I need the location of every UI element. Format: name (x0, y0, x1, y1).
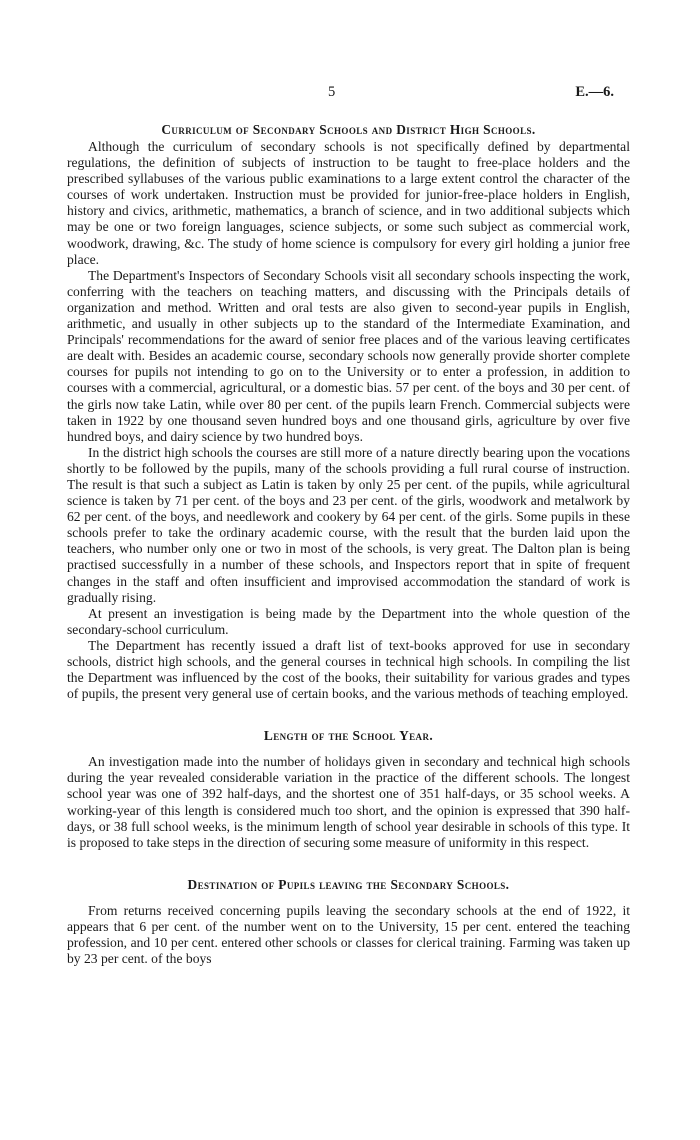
paragraph: The Department has recently issued a draft list of text-books approved for use in secondary schools, district high schools, and the general courses in technical high schools. In compiling the list the Department was influenced by the cost of the books, their suitability for various grades and types of pupils, the present very general use of certain books, and the various methods of teaching employed. (67, 637, 630, 702)
section-pupil-destination (67, 877, 630, 967)
section-heading: Destination of Pupils leaving the Secondary Schools. (187, 876, 510, 892)
section-curriculum (67, 122, 630, 702)
paragraph: The Department's Inspectors of Secondary Schools visit all secondary schools inspecting the work, conferring with the teachers on teaching matters, and discussing with the Principals details of organization and method. Written and oral tests are also given to second-year pupils in English, arithmetic, and usually in other subjects up to the standard of the Intermediate Examination, and Principals' recommendations for the award of senior free places and of the various leaving certificates are dealt with. Besides an academic course, secondary schools now generally provide shorter complete courses for pupils not intending to go on to the University or to enter a profession, in addition to courses with a commercial, agricultural, or a domestic bias. 57 per cent. of the boys and 30 per cent. of the girls now take Latin, while over 80 per cent. of the pupils learn French. Commercial subjects were taken in 1922 by one thousand seven hundred boys and one thousand girls, agriculture by over five hundred boys, and dairy science by two hundred boys. (67, 267, 630, 444)
paragraph: An investigation made into the number of holidays given in secondary and technical high schools during the year revealed considerable variation in the practice of the different schools. The longest school year was one of 392 half-days, and the shortest one of 351 half-days, or 35 school weeks. A working-year of this length is considered much too short, and the opinion is expressed that 390 half-days, or 38 full school weeks, is the minimum length of school year desirable in schools of this type. It is proposed to take steps in the direction of securing some measure of uniformity in this respect. (67, 754, 630, 850)
section-heading: Length of the School Year. (263, 728, 434, 744)
page-body (67, 118, 630, 967)
paragraph: In the district high schools the courses are still more of a nature directly bearing upon the vocations shortly to be followed by the pupils, many of the schools providing a full rural course of instruction. The result is that such a subject as Latin is taken by only 25 per cent. of the pupils, while agricultural science is taken by 71 per cent. of the boys and 23 per cent. of the girls, woodwork and metalwork by 62 per cent. of the boys, and needlework and cookery by 64 per cent. of the girls. Some pupils in these schools prefer to take the ordinary academic course, with the result that the burden laid upon the teachers, who number only one or two in most of the schools, is very great. The Dalton plan is being practised successfully in a number of these schools, and Inspectors report that in spite of frequent changes in the staff and often insufficient and improvised accommodation the standard of work is gradually rising. (67, 444, 630, 605)
section-heading: Curriculum of Secondary Schools and District High Schools. (161, 122, 536, 137)
section-school-year (67, 728, 630, 851)
paragraph: At present an investigation is being made by the Department into the whole question of the secondary-school curriculum. (67, 605, 630, 637)
paragraph: From returns received concerning pupils leaving the secondary schools at the end of 1922, it appears that 6 per cent. of the number went on to the University, 15 per cent. entered the teaching profession, and 10 per cent. entered other schools or classes for clerical training. Farming was taken up by 23 per cent. of the boys (67, 902, 630, 967)
document-reference: E.—6. (575, 84, 614, 100)
paragraph: Although the curriculum of secondary schools is not specifically defined by departmental regulations, the definition of subjects of instruction to be taught to free-place holders and the prescribed syllabuses of the various public examinations to a large extent control the character of the courses of work undertaken. Instruction must be provided for junior-free-place holders in English, history and civics, arithmetic, mathematics, a branch of science, and in two additional subjects which may be one or two foreign languages, science subjects, or some such subject as commercial work, woodwork, drawing, &c. The study of home science is compulsory for every girl holding a junior free place. (67, 139, 630, 267)
page-header (0, 84, 700, 104)
page-number: 5 (328, 84, 336, 100)
